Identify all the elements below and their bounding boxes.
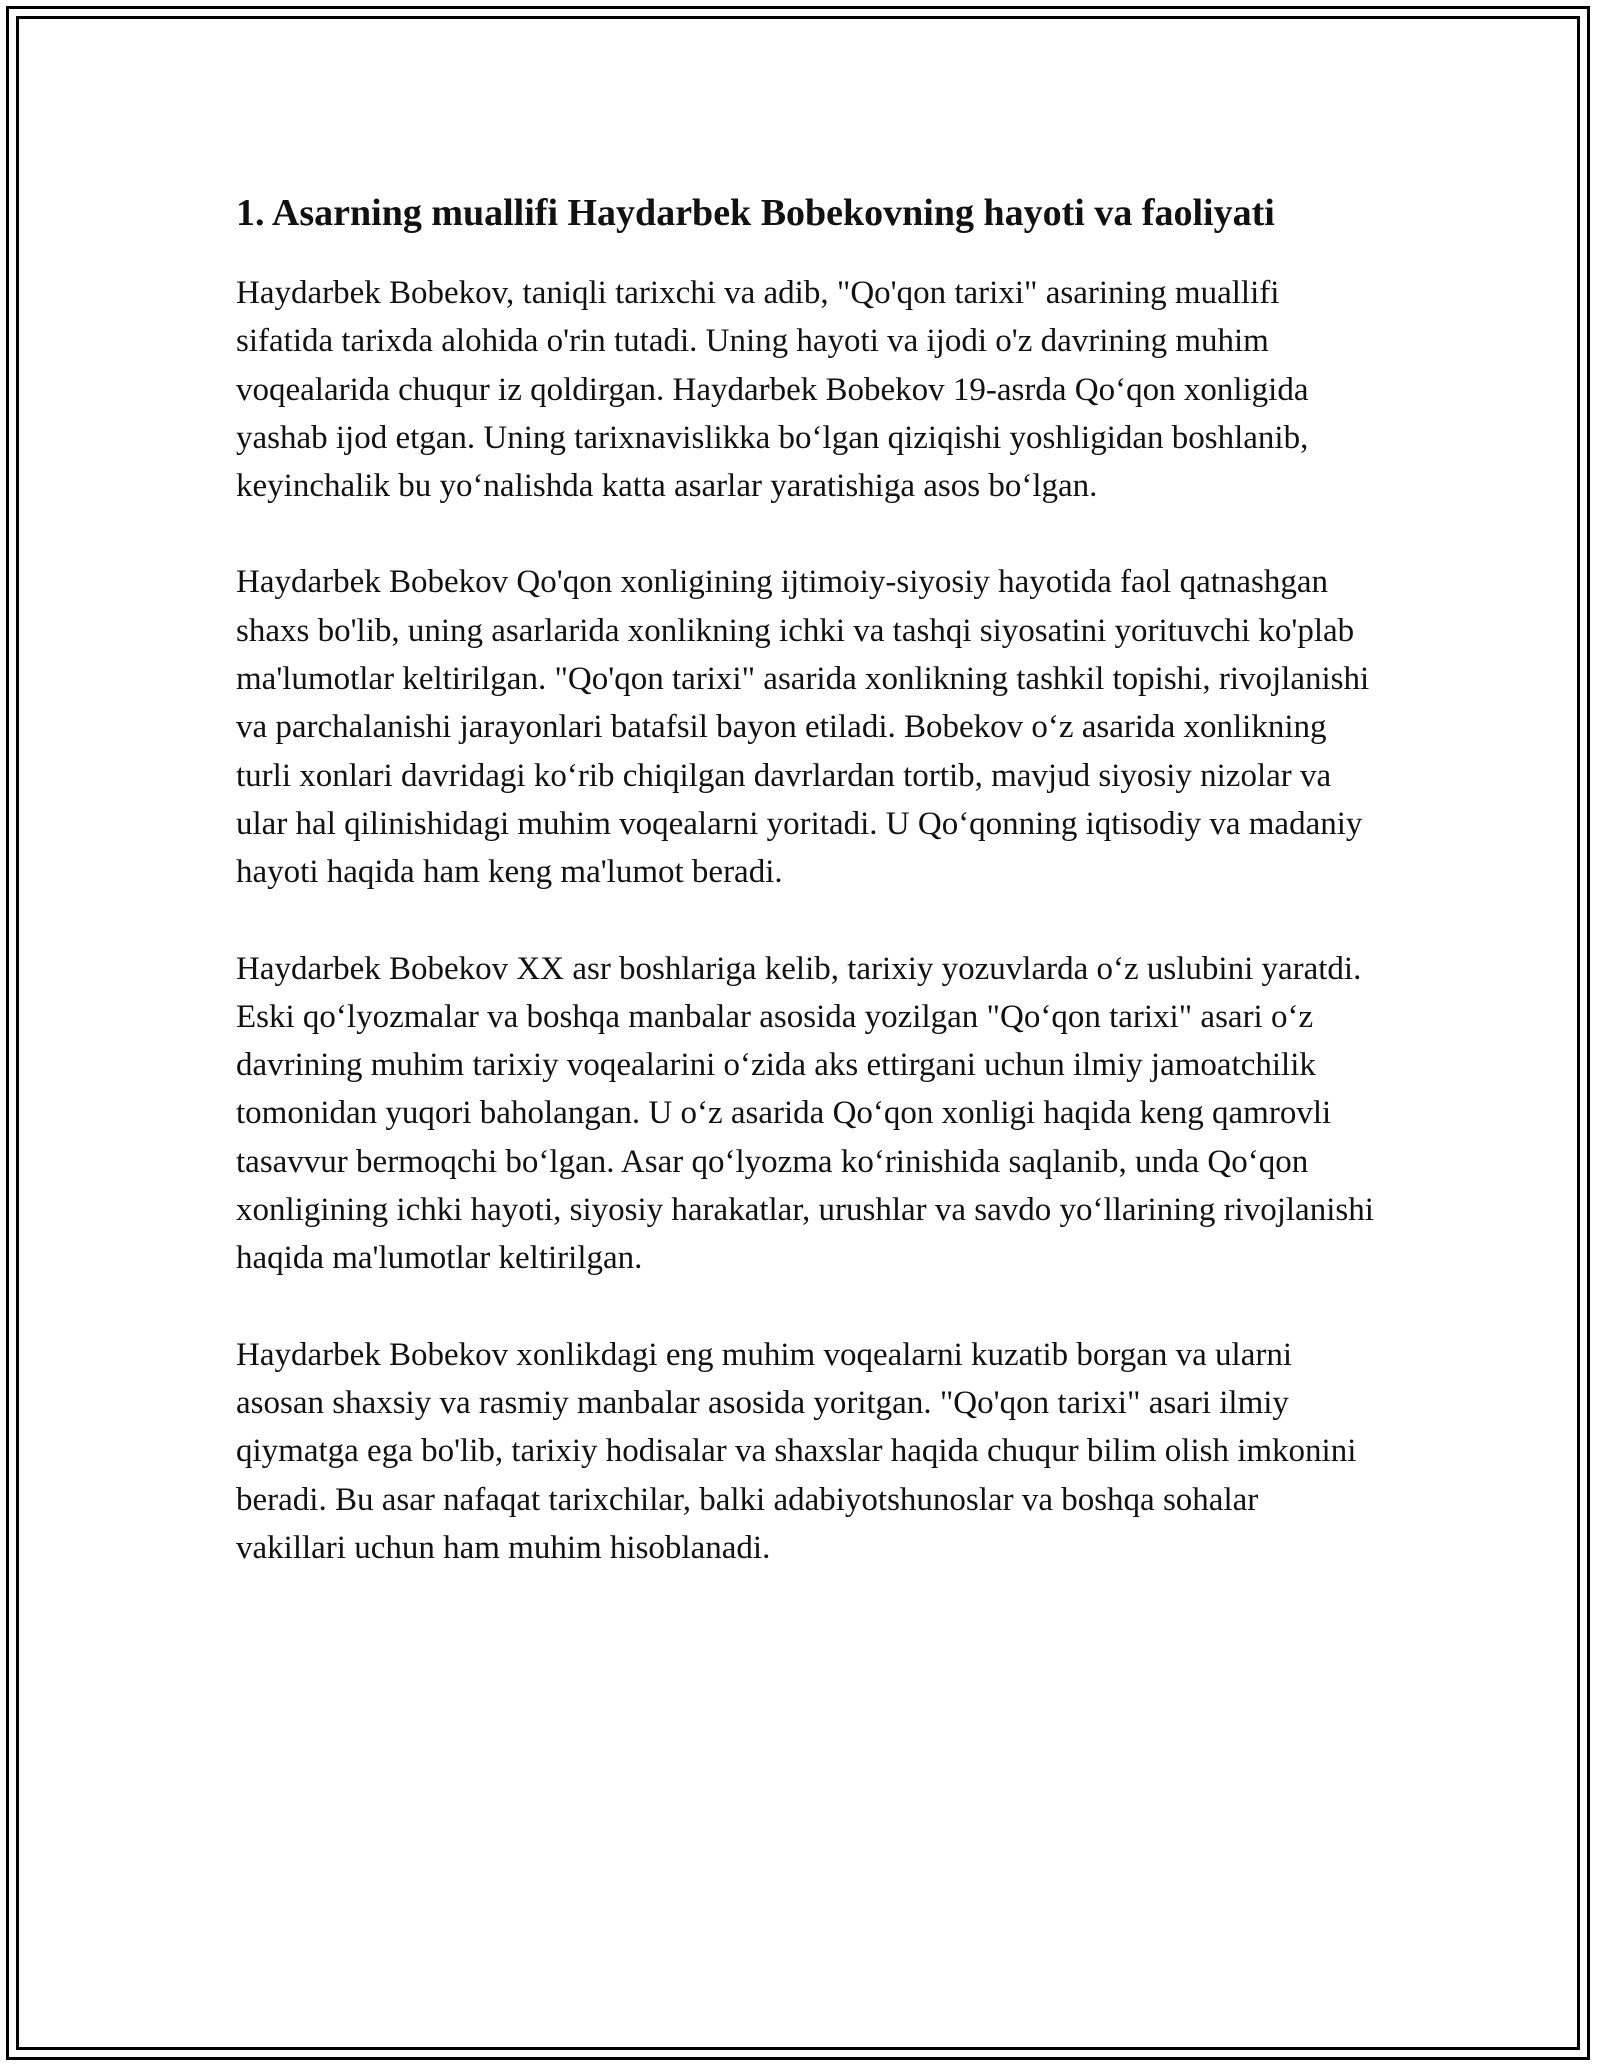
- paragraph-4: Haydarbek Bobekov xonlikdagi eng muhim voqealarni kuzatib borgan va ularni asosan shaxsiy va rasmiy manbalar asosida yoritgan. "Qo'qon tarixi" asari ilmiy qiymatga ega bo'lib, tarixiy hodisalar va shaxslar haqida chuqur bilim olish imkonini beradi. Bu asar nafaqat tarixchilar, balki adabiyotshunoslar va boshqa sohalar vakillari uchun ham muhim hisoblanadi.: [236, 1336, 1357, 1566]
- paragraph-3: Haydarbek Bobekov XX asr boshlariga kelib, tarixiy yozuvlarda o‘z uslubini yaratdi. Eski qo‘lyozmalar va boshqa manbalar asosida yozilgan "Qo‘qon tarixi" asari o‘z davrining muhim tarixiy voqealarini o‘zida aks ettirgani uchun ilmiy jamoatchilik tomonidan yuqori baholangan. U o‘z asarida Qo‘qon xonligi haqida keng qamrovli tasavvur bermoqchi bo‘lgan. Asar qo‘lyozma ko‘rinishida saqlanib, unda Qo‘qon xonligining ichki hayoti, siyosiy harakatlar, urushlar va savdo yo‘llarining rivojlanishi haqida ma'lumotlar keltirilgan.: [236, 950, 1374, 1277]
- paragraph-1: Haydarbek Bobekov, taniqli tarixchi va adib, "Qo'qon tarixi" asarining muallifi sifatida tarixda alohida o'rin tutadi. Uning hayoti va ijodi o'z davrining muhim voqealarida chuqur iz qoldirgan. Haydarbek Bobekov 19-asrda Qo‘qon xonligida yashab ijod etgan. Uning tarixnavislikka bo‘lgan qiziqishi yoshligidan boshlanib, keyinchalik bu yo‘nalishda katta asarlar yaratishiga asos bo‘lgan.: [236, 275, 1309, 505]
- document-body: [236, 186, 1376, 1620]
- section-title: 1. Asarning muallifi Haydarbek Bobekovning hayoti va faoliyati: [236, 192, 1275, 234]
- paragraph-2: Haydarbek Bobekov Qo'qon xonligining ijtimoiy-siyosiy hayotida faol qatnashgan shaxs bo'lib, uning asarlarida xonlikning ichki va tashqi siyosatini yorituvchi ko'plab ma'lumotlar keltirilgan. "Qo'qon tarixi" asarida xonlikning tashkil topishi, rivojlanishi va parchalanishi jarayonlari batafsil bayon etiladi. Bobekov o‘z asarida xonlikning turli xonlari davridagi ko‘rib chiqilgan davrlardan tortib, mavjud siyosiy nizolar va ular hal qilinishidagi muhim voqealarni yoritadi. U Qo‘qonning iqtisodiy va madaniy hayoti haqida ham keng ma'lumot beradi.: [236, 564, 1370, 891]
